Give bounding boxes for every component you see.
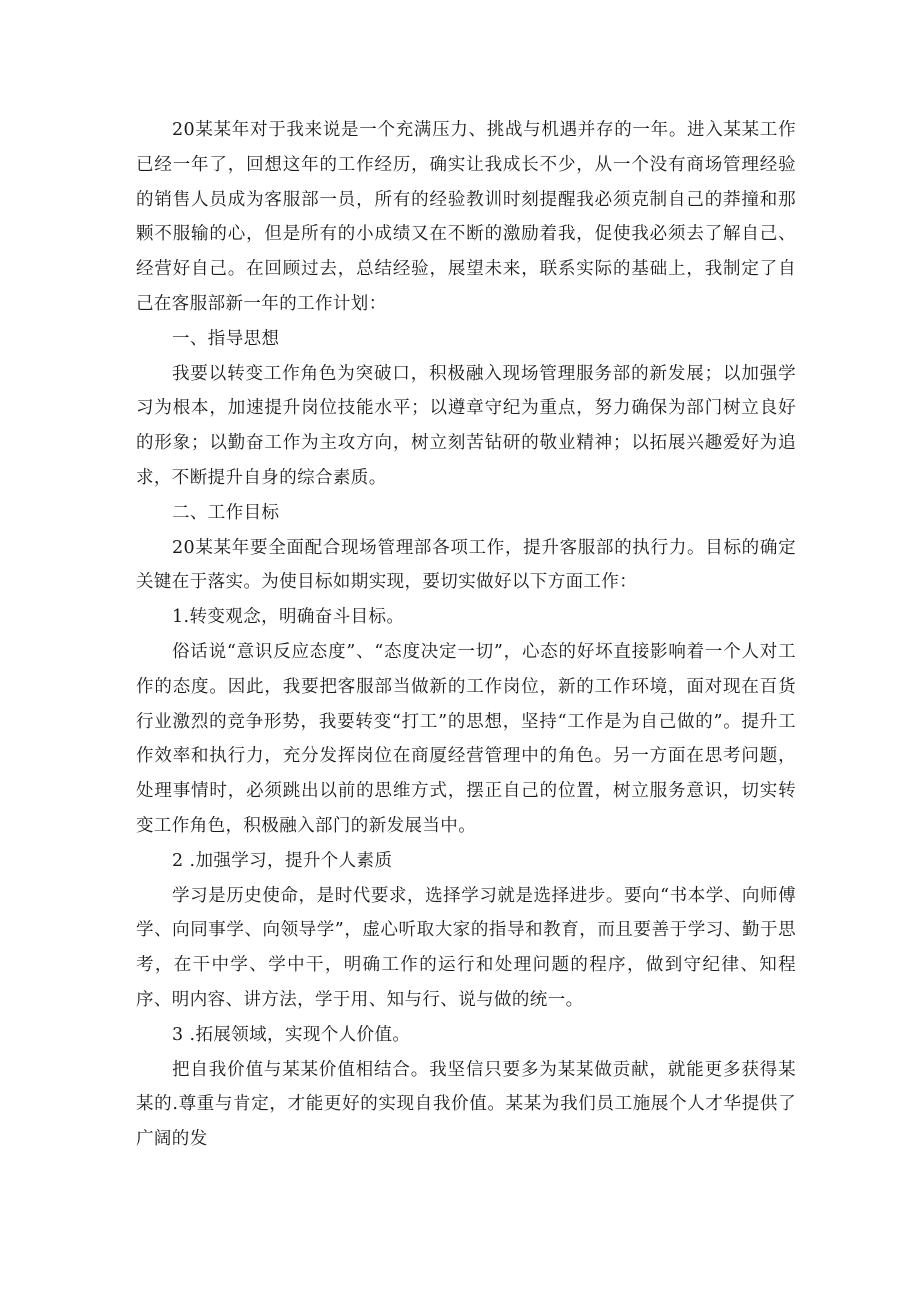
intro-paragraph: 20某某年对于我来说是一个充满压力、挑战与机遇并存的一年。进入某某工作已经一年了，回想这年的工作经历，确实让我成长不少，从一个没有商场管理经验的销售人员成为客服部一员，所有的经验教训时刻提醒我必须克制自己的莽撞和那颗不服输的心，但是所有的小成绩又在不断的激励着我，促使我必须去了解自己、经营好自己。在回顾过去，总结经验，展望未来，联系实际的基础上，我制定了自己在客服部新一年的工作计划： <box>136 120 796 314</box>
document-body <box>136 113 796 1157</box>
strengthen-learning-paragraph: 学习是历史使命，是时代要求，选择学习就是选择进步。要向“书本学、向师傅学、向同事学、向领导学”，虚心听取大家的指导和教育，而且要善于学习、勤于思考，在干中学、学中干，明确工作的运行和处理问题的程序，做到守纪律、知程序、明内容、讲方法，学于用、知与行、说与做的统一。 <box>136 885 796 1010</box>
subheading-strengthen-learning: 2 .加强学习，提升个人素质 <box>172 850 393 871</box>
expand-fields-paragraph: 把自我价值与某某价值相结合。我坚信只要多为某某做贡献，就能更多获得某某的.尊重与肯定，才能更好的实现自我价值。某某为我们员工施展个人才华提供了广阔的发 <box>136 1059 796 1150</box>
work-goals-paragraph: 20某某年要全面配合现场管理部各项工作，提升客服部的执行力。目标的确定关键在于落实。为使目标如期实现，要切实做好以下方面工作： <box>136 537 796 593</box>
guiding-thought-paragraph: 我要以转变工作角色为突破口，积极融入现场管理服务部的新发展；以加强学习为根本，加速提升岗位技能水平；以遵章守纪为重点，努力确保为部门树立良好的形象；以勤奋工作为主攻方向，树立刻苦钻研的敬业精神；以拓展兴趣爱好为追求，不断提升自身的综合素质。 <box>136 363 796 488</box>
section-heading-guiding-thought: 一、指导思想 <box>172 328 280 349</box>
subheading-change-mindset: 1.转变观念，明确奋斗目标。 <box>172 607 405 628</box>
section-heading-work-goals: 二、工作目标 <box>172 502 280 523</box>
change-mindset-paragraph: 俗话说“意识反应态度”、“态度决定一切”，心态的好坏直接影响着一个人对工作的态度。因此，我要把客服部当做新的工作岗位，新的工作环境，面对现在百货行业激烈的竞争形势，我要转变“打工”的思想，坚持“工作是为自己做的”。提升工作效率和执行力，充分发挥岗位在商厦经营管理中的角色。另一方面在思考问题，处理事情时，必须跳出以前的思维方式，摆正自己的位置，树立服务意识，切实转变工作角色，积极融入部门的新发展当中。 <box>136 641 796 836</box>
subheading-expand-fields: 3 .拓展领域，实现个人价值。 <box>172 1024 411 1045</box>
